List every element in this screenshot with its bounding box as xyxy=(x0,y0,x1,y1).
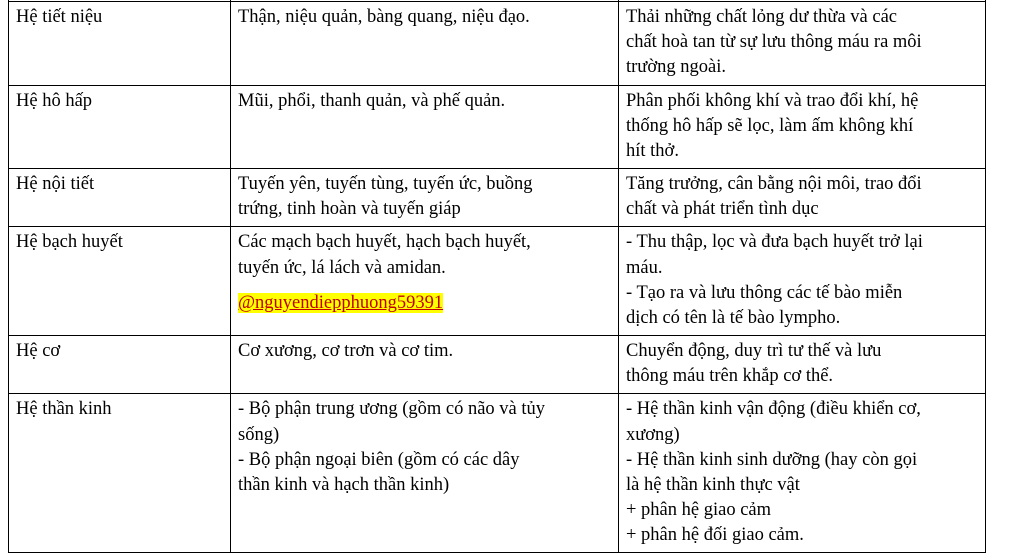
table-cell xyxy=(231,394,619,553)
cell-line: + phân hệ đối giao cảm. xyxy=(626,525,804,546)
cell-line: thần kinh và hạch thần kinh) xyxy=(238,474,450,495)
table-cell xyxy=(9,394,231,553)
cell-line: hít thở. xyxy=(626,140,679,161)
watermark-line xyxy=(238,291,612,316)
cell-line: Thận, niệu quản, bàng quang, niệu đạo. xyxy=(238,7,530,28)
cell-line: - Bộ phận trung ương (gồm có não và tủy xyxy=(238,399,546,420)
cell-line: Chuyển động, duy trì tư thế và lưu xyxy=(626,341,882,362)
cell-line: thống hô hấp sẽ lọc, làm ấm không khí xyxy=(626,115,914,136)
table-cell xyxy=(9,336,231,394)
cell-line: thông máu trên khắp cơ thể. xyxy=(626,366,834,387)
table-cell xyxy=(231,227,619,336)
table-cell xyxy=(231,169,619,227)
table-cell xyxy=(619,336,986,394)
row-he-than-kinh xyxy=(9,394,986,553)
table-cell xyxy=(9,2,231,85)
cell-line: sống) xyxy=(238,424,280,445)
cell-line: Các mạch bạch huyết, hạch bạch huyết, xyxy=(238,232,531,253)
cell-line: - Hệ thần kinh vận động (điều khiển cơ, xyxy=(626,399,921,420)
cell-line: dịch có tên là tế bào lympho. xyxy=(626,307,841,328)
cell-line: + phân hệ giao cảm xyxy=(626,499,772,520)
cell-spacer xyxy=(238,281,612,291)
row-he-bach-huyet xyxy=(9,227,986,336)
cell-line: Hệ thần kinh xyxy=(16,399,112,420)
row-he-tiet-nieu xyxy=(9,2,986,85)
cell-line: Hệ cơ xyxy=(16,341,61,362)
table-cell xyxy=(231,336,619,394)
row-he-co xyxy=(9,336,986,394)
cell-line: Mũi, phổi, thanh quản, và phế quản. xyxy=(238,90,506,111)
table-cell xyxy=(231,2,619,85)
cell-line: Thải những chất lỏng dư thừa và các xyxy=(626,7,898,28)
cell-line: Tăng trưởng, cân bằng nội môi, trao đổi xyxy=(626,174,922,195)
row-he-ho-hap xyxy=(9,85,986,168)
cell-line: - Bộ phận ngoại biên (gồm có các dây xyxy=(238,449,520,470)
cell-line: Hệ bạch huyết xyxy=(16,232,123,253)
cell-line: Hệ hô hấp xyxy=(16,90,93,111)
cell-line: - Thu thập, lọc và đưa bạch huyết trở lại xyxy=(626,232,923,253)
row-he-noi-tiet xyxy=(9,169,986,227)
table-cell xyxy=(9,227,231,336)
cell-line: là hệ thần kinh thực vật xyxy=(626,474,800,495)
cell-line: Tuyến yên, tuyến tùng, tuyến ức, buồng xyxy=(238,174,533,195)
cell-line: chất và phát triển tình dục xyxy=(626,199,819,220)
cell-line: Cơ xương, cơ trơn và cơ tim. xyxy=(238,341,454,362)
table-cell xyxy=(231,85,619,168)
table-cell xyxy=(9,169,231,227)
cell-line: Phân phối không khí và trao đổi khí, hệ xyxy=(626,90,919,111)
table-body xyxy=(9,0,986,553)
cell-line: máu. xyxy=(626,257,663,278)
body-systems-table xyxy=(8,0,986,553)
cell-line: - Hệ thần kinh sinh dưỡng (hay còn gọi xyxy=(626,449,918,470)
cell-line: trường ngoài. xyxy=(626,57,726,78)
cell-line: tuyến ức, lá lách và amidan. xyxy=(238,257,446,278)
watermark-username: @nguyendiepphuong59391 xyxy=(238,292,444,313)
cell-line: Hệ tiết niệu xyxy=(16,7,103,28)
cell-line: trứng, tinh hoàn và tuyến giáp xyxy=(238,199,461,220)
table-cell xyxy=(619,227,986,336)
table-cell xyxy=(9,85,231,168)
cell-line: - Tạo ra và lưu thông các tế bào miễn xyxy=(626,282,903,303)
cell-line: Hệ nội tiết xyxy=(16,174,95,195)
table-cell xyxy=(619,85,986,168)
table-cell xyxy=(619,394,986,553)
table-cell xyxy=(619,2,986,85)
cell-line: chất hoà tan từ sự lưu thông máu ra môi xyxy=(626,32,922,53)
cell-line: xương) xyxy=(626,424,680,445)
table-cell xyxy=(619,169,986,227)
